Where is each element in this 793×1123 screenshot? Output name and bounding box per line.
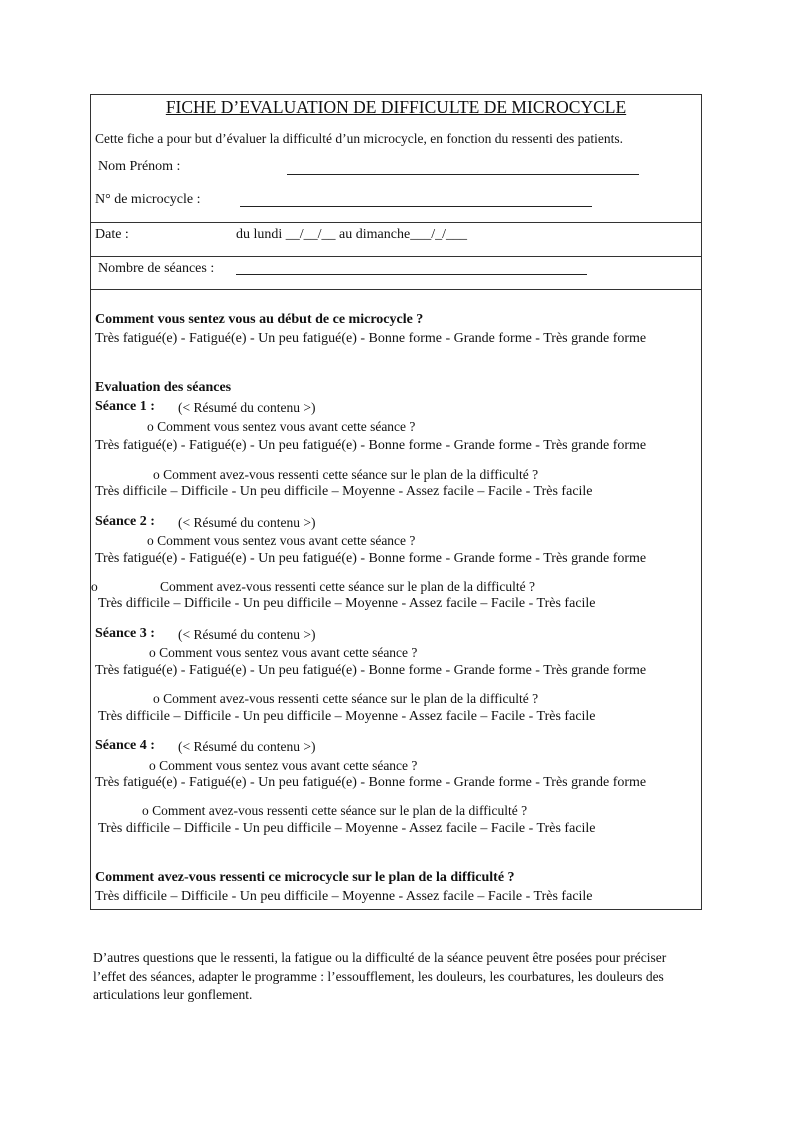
session-4-label: Séance 4 : (95, 738, 155, 753)
separator-body (90, 289, 702, 290)
session-1-form-scale[interactable]: Très fatigué(e) - Fatigué(e) - Un peu fatigué(e) - Bonne forme - Grande forme - Très grande forme (95, 438, 647, 453)
separator-sessions (90, 256, 702, 257)
name-field-line[interactable] (287, 174, 639, 175)
final-question: Comment avez-vous ressenti ce microcycle sur le plan de la difficulté ? (95, 870, 515, 885)
session-2-label: Séance 2 : (95, 514, 155, 529)
session-4-before-question: o Comment vous sentez vous avant cette séance ? (149, 758, 418, 773)
session-3-difficulty-scale[interactable]: Très difficile – Difficile - Un peu difficile – Moyenne - Assez facile – Facile - Très facile (98, 709, 596, 724)
session-3-summary: (< Résumé du contenu >) (178, 627, 316, 642)
session-2-form-scale[interactable]: Très fatigué(e) - Fatigué(e) - Un peu fatigué(e) - Bonne forme - Grande forme - Très grande forme (95, 551, 647, 566)
sessions-count-field-line[interactable] (236, 274, 587, 275)
microcycle-label: N° de microcycle : (95, 192, 201, 207)
session-4-form-scale[interactable]: Très fatigué(e) - Fatigué(e) - Un peu fatigué(e) - Bonne forme - Grande forme - Très grande forme (95, 775, 647, 790)
session-4-difficulty-scale[interactable]: Très difficile – Difficile - Un peu difficile – Moyenne - Assez facile – Facile - Très facile (98, 821, 596, 836)
session-2-before-question: o Comment vous sentez vous avant cette séance ? (147, 533, 416, 548)
start-question: Comment vous sentez vous au début de ce microcycle ? (95, 312, 424, 327)
name-label: Nom Prénom : (98, 159, 181, 174)
session-3-form-scale[interactable]: Très fatigué(e) - Fatigué(e) - Un peu fatigué(e) - Bonne forme - Grande forme - Très grande forme (95, 663, 647, 678)
evaluation-heading: Evaluation des séances (95, 380, 232, 395)
intro-text: Cette fiche a pour but d’évaluer la difficulté d’un microcycle, en fonction du ressenti des patients. (95, 131, 623, 146)
session-2-difficulty-scale[interactable]: Très difficile – Difficile - Un peu difficile – Moyenne - Assez facile – Facile - Très facile (98, 596, 596, 611)
final-difficulty-scale[interactable]: Très difficile – Difficile - Un peu difficile – Moyenne - Assez facile – Facile - Très facile (95, 889, 593, 904)
session-1-difficulty-scale[interactable]: Très difficile – Difficile - Un peu difficile – Moyenne - Assez facile – Facile - Très facile (95, 484, 593, 499)
session-2-bullet: o (91, 579, 98, 594)
session-2-after-question: Comment avez-vous ressenti cette séance sur le plan de la difficulté ? (160, 579, 535, 594)
sessions-count-label: Nombre de séances : (98, 261, 215, 276)
page-title: FICHE D’EVALUATION DE DIFFICULTE DE MICROCYCLE (165, 97, 627, 117)
date-label: Date : (95, 227, 129, 242)
session-1-after-question: o Comment avez-vous ressenti cette séance sur le plan de la difficulté ? (153, 467, 539, 482)
footnote: D’autres questions que le ressenti, la fatigue ou la difficulté de la séance peuvent être posées pour préciser l’effet des séances, adapter le programme : l’essoufflement, les douleurs, les courbatures, les douleurs des articulations leur gonflement. (93, 950, 667, 1002)
session-3-after-question: o Comment avez-vous ressenti cette séance sur le plan de la difficulté ? (153, 691, 539, 706)
microcycle-field-line[interactable] (240, 206, 592, 207)
session-2-summary: (< Résumé du contenu >) (178, 515, 316, 530)
date-range[interactable]: du lundi __/__/__ au dimanche___/_/___ (236, 227, 467, 242)
session-4-summary: (< Résumé du contenu >) (178, 739, 316, 754)
session-3-before-question: o Comment vous sentez vous avant cette séance ? (149, 645, 418, 660)
session-1-label: Séance 1 : (95, 399, 155, 414)
session-1-summary: (< Résumé du contenu >) (178, 400, 316, 415)
session-3-label: Séance 3 : (95, 626, 155, 641)
session-4-after-question: o Comment avez-vous ressenti cette séance sur le plan de la difficulté ? (142, 803, 528, 818)
session-1-before-question: o Comment vous sentez vous avant cette séance ? (147, 419, 416, 434)
separator-date (90, 222, 702, 223)
start-scale[interactable]: Très fatigué(e) - Fatigué(e) - Un peu fatigué(e) - Bonne forme - Grande forme - Très grande forme (95, 331, 647, 346)
